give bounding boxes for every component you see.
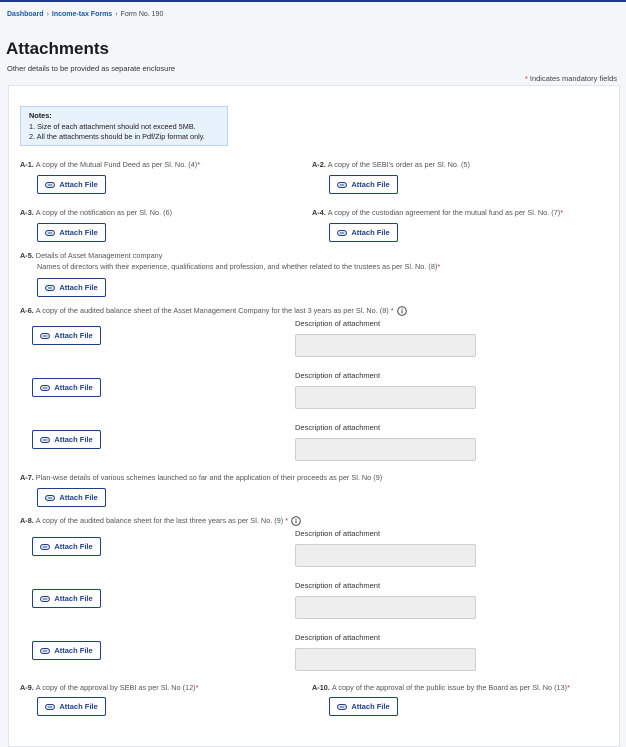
paperclip-icon <box>45 704 55 710</box>
description-input-a8-3[interactable] <box>295 648 476 671</box>
attach-file-button-a6-2[interactable]: Attach File <box>32 378 101 397</box>
label-a1: A-1. A copy of the Mutual Fund Deed as per Sl. No. (4)* <box>20 160 201 169</box>
attach-file-button-a4[interactable]: Attach File <box>329 223 398 242</box>
description-input-a6-2[interactable] <box>295 386 476 409</box>
breadcrumb <box>7 11 163 18</box>
paperclip-icon <box>40 596 50 602</box>
paperclip-icon <box>45 230 55 236</box>
paperclip-icon <box>40 648 50 654</box>
description-input-a8-1[interactable] <box>295 544 476 567</box>
breadcrumb-current: Form No. 190 <box>120 11 164 18</box>
attach-file-button-a5[interactable]: Attach File <box>37 278 106 297</box>
paperclip-icon <box>40 385 50 391</box>
paperclip-icon <box>40 437 50 443</box>
paperclip-icon <box>337 704 347 710</box>
breadcrumb-income-tax-forms[interactable]: Income-tax Forms <box>51 11 113 18</box>
paperclip-icon <box>337 230 347 236</box>
page-subtitle: Other details to be provided as separate enclosure <box>7 64 176 73</box>
paperclip-icon <box>40 544 50 550</box>
label-a3: A-3. A copy of the notification as per Sl. No. (6) <box>20 208 173 217</box>
description-label: Description of attachment <box>295 371 381 380</box>
paperclip-icon <box>45 285 55 291</box>
description-label: Description of attachment <box>295 529 381 538</box>
label-a8: A-8. A copy of the audited balance sheet for the last three years as per Sl. No. (9) * <box>20 516 301 526</box>
attach-file-button-a9[interactable]: Attach File <box>37 697 106 716</box>
attach-file-button-a1[interactable]: Attach File <box>37 175 106 194</box>
info-icon[interactable] <box>397 306 407 316</box>
label-a4: A-4. A copy of the custodian agreement for the mutual fund as per Sl. No. (7)* <box>312 208 564 217</box>
attach-file-button-a8-1[interactable]: Attach File <box>32 537 101 556</box>
attach-file-button-a2[interactable]: Attach File <box>329 175 398 194</box>
label-a6: A-6. A copy of the audited balance sheet of the Asset Management Company for the last 3 years as per Sl. No. (8) * <box>20 306 407 316</box>
breadcrumb-dashboard[interactable]: Dashboard <box>7 11 44 18</box>
notes-line: 1. Size of each attachment should not exceed 5MB. <box>29 121 196 131</box>
mandatory-note: * Indicates mandatory fields <box>524 74 617 83</box>
paperclip-icon <box>45 182 55 188</box>
description-label: Description of attachment <box>295 319 381 328</box>
top-accent-bar <box>0 0 626 2</box>
breadcrumb-separator: › <box>115 11 118 18</box>
label-a9: A-9. A copy of the approval by SEBI as per Sl. No (12)* <box>20 683 199 692</box>
info-icon[interactable] <box>291 516 301 526</box>
notes-box <box>20 106 228 146</box>
description-label: Description of attachment <box>295 633 381 642</box>
label-a10: A-10. A copy of the approval of the public issue by the Board as per Sl. No (13)* <box>312 683 570 692</box>
description-input-a8-2[interactable] <box>295 596 476 619</box>
page-title: Attachments <box>6 39 109 58</box>
attach-file-button-a10[interactable]: Attach File <box>329 697 398 716</box>
description-input-a6-1[interactable] <box>295 334 476 357</box>
paperclip-icon <box>45 495 55 501</box>
paperclip-icon <box>40 333 50 339</box>
label-a2: A-2. A copy of the SEBI's order as per Sl. No. (5) <box>312 160 470 169</box>
breadcrumb-separator: › <box>46 11 49 18</box>
attach-file-button-a8-2[interactable]: Attach File <box>32 589 101 608</box>
label-a5: A-5. Details of Asset Management company <box>20 251 163 260</box>
attach-file-button-a6-1[interactable]: Attach File <box>32 326 101 345</box>
attach-file-button-a8-3[interactable]: Attach File <box>32 641 101 660</box>
description-label: Description of attachment <box>295 423 381 432</box>
label-a7: A-7. Plan-wise details of various schemes launched so far and the application of their proceeds as per Sl. No (9) <box>20 473 383 482</box>
description-label: Description of attachment <box>295 581 381 590</box>
notes-title: Notes: <box>29 111 52 120</box>
paperclip-icon <box>337 182 347 188</box>
label-a5-detail: Names of directors with their experience, qualifications and profession, and whether related to the trustees as per Sl. No. (8)* <box>37 262 441 271</box>
description-input-a6-3[interactable] <box>295 438 476 461</box>
attach-file-button-a6-3[interactable]: Attach File <box>32 430 101 449</box>
attach-file-button-a7[interactable]: Attach File <box>37 488 106 507</box>
attach-file-button-a3[interactable]: Attach File <box>37 223 106 242</box>
notes-line: 2. All the attachments should be in Pdf/Zip format only. <box>29 132 205 141</box>
